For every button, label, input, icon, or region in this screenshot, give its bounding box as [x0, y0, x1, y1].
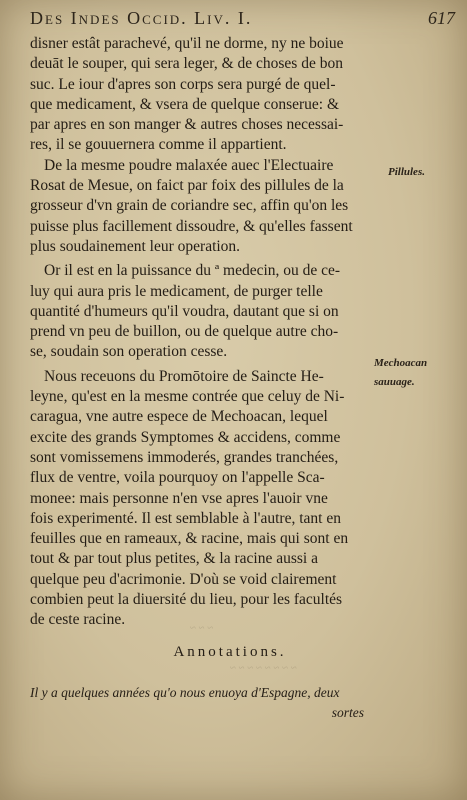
text-line: caragua, vne autre espece de Mechoacan, lequel — [30, 408, 328, 426]
text-line: fois experimenté. Il est semblable à l'autre, tant en — [30, 509, 341, 527]
text-line: quelque peu d'acrimonie. D'où se void clairement — [30, 570, 337, 588]
page-number: 617 — [428, 8, 455, 28]
text-line: De la mesme poudre malaxée auec l'Electuaire — [44, 156, 334, 174]
text-line: suc. Le iour d'apres son corps sera purgé de quel- — [30, 75, 336, 93]
margin-note-mechoacan: Mechoacan — [374, 357, 428, 369]
text-line: disner estât parachevé, qu'il ne dorme, ny ne boiue — [30, 35, 344, 52]
text-line: deuāt le souper, qui sera leger, & de choses de bon — [30, 55, 343, 73]
text-line: grosseur d'vn grain de coriandre sec, affin qu'on les — [30, 197, 349, 215]
text-line: Nous receuons du Promōtoire de Saincte He- — [44, 367, 324, 385]
text-line: feuilles que en rameaux, & racine, mais qui sont en — [30, 530, 349, 548]
show-through-text: ~ ~ ~ — [190, 622, 214, 634]
text-line: sont vomissemens immoderés, grandes tranchées, — [30, 448, 339, 466]
text-line: flux de ventre, voila pourquoy on l'appelle Sca- — [30, 469, 325, 487]
show-through-text: ~ ~ ~ ~ ~ ~ ~ ~ — [230, 662, 297, 674]
text-line: leyne, qu'est en la mesme contrée que celuy de Ni- — [30, 388, 345, 406]
text-line: plus soudainement leur operation. — [30, 237, 241, 255]
margin-note-pillules: Pillules. — [388, 166, 425, 178]
text-line: luy qui aura pris le medicament, de purger telle — [30, 282, 323, 300]
text-line: se, soudain son operation cesse. — [30, 343, 228, 361]
annotation-text — [30, 684, 370, 725]
text-line: de ceste racine. — [30, 611, 126, 629]
text-line: par apres en son manger & autres choses necessai- — [30, 116, 344, 134]
text-line: excite des grands Symptomes & accidens, comme — [30, 428, 341, 446]
main-text — [30, 34, 360, 631]
text-line: Rosat de Mesue, on faict par foix des pillules de la — [30, 177, 344, 195]
text-line: Il y a quelques années qu'o nous enuoya d'Espagne, deux — [30, 685, 340, 700]
text-line: monee: mais personne n'en vse apres l'auoir vne — [30, 489, 328, 507]
text-line: prend vn peu de buillon, ou de quelque autre cho- — [30, 323, 339, 341]
catchword: sortes — [331, 705, 364, 721]
page-header — [30, 8, 455, 32]
text-line: combien peut la diuersité du lieu, pour les facultés — [30, 591, 343, 609]
text-line: tout & par tout plus petites, & la racine aussi a — [30, 550, 318, 568]
margin-note-sauuage: sauuage. — [374, 376, 415, 388]
text-line: que medicament, & vsera de quelque conserue: & — [30, 95, 340, 113]
text-line: puisse plus facillement dissoudre, & qu'elles fassent — [30, 217, 353, 235]
annotations-heading: Annotations. — [173, 644, 287, 660]
running-head: Des Indes Occid. Liv. I. — [30, 8, 253, 28]
text-line: Or il est en la puissance du ª medecin, ou de ce- — [44, 262, 341, 280]
text-line: res, il se gouuernera comme il appartient. — [30, 136, 287, 154]
text-line: quantité d'humeurs qu'il voudra, dautant que si on — [30, 302, 339, 320]
